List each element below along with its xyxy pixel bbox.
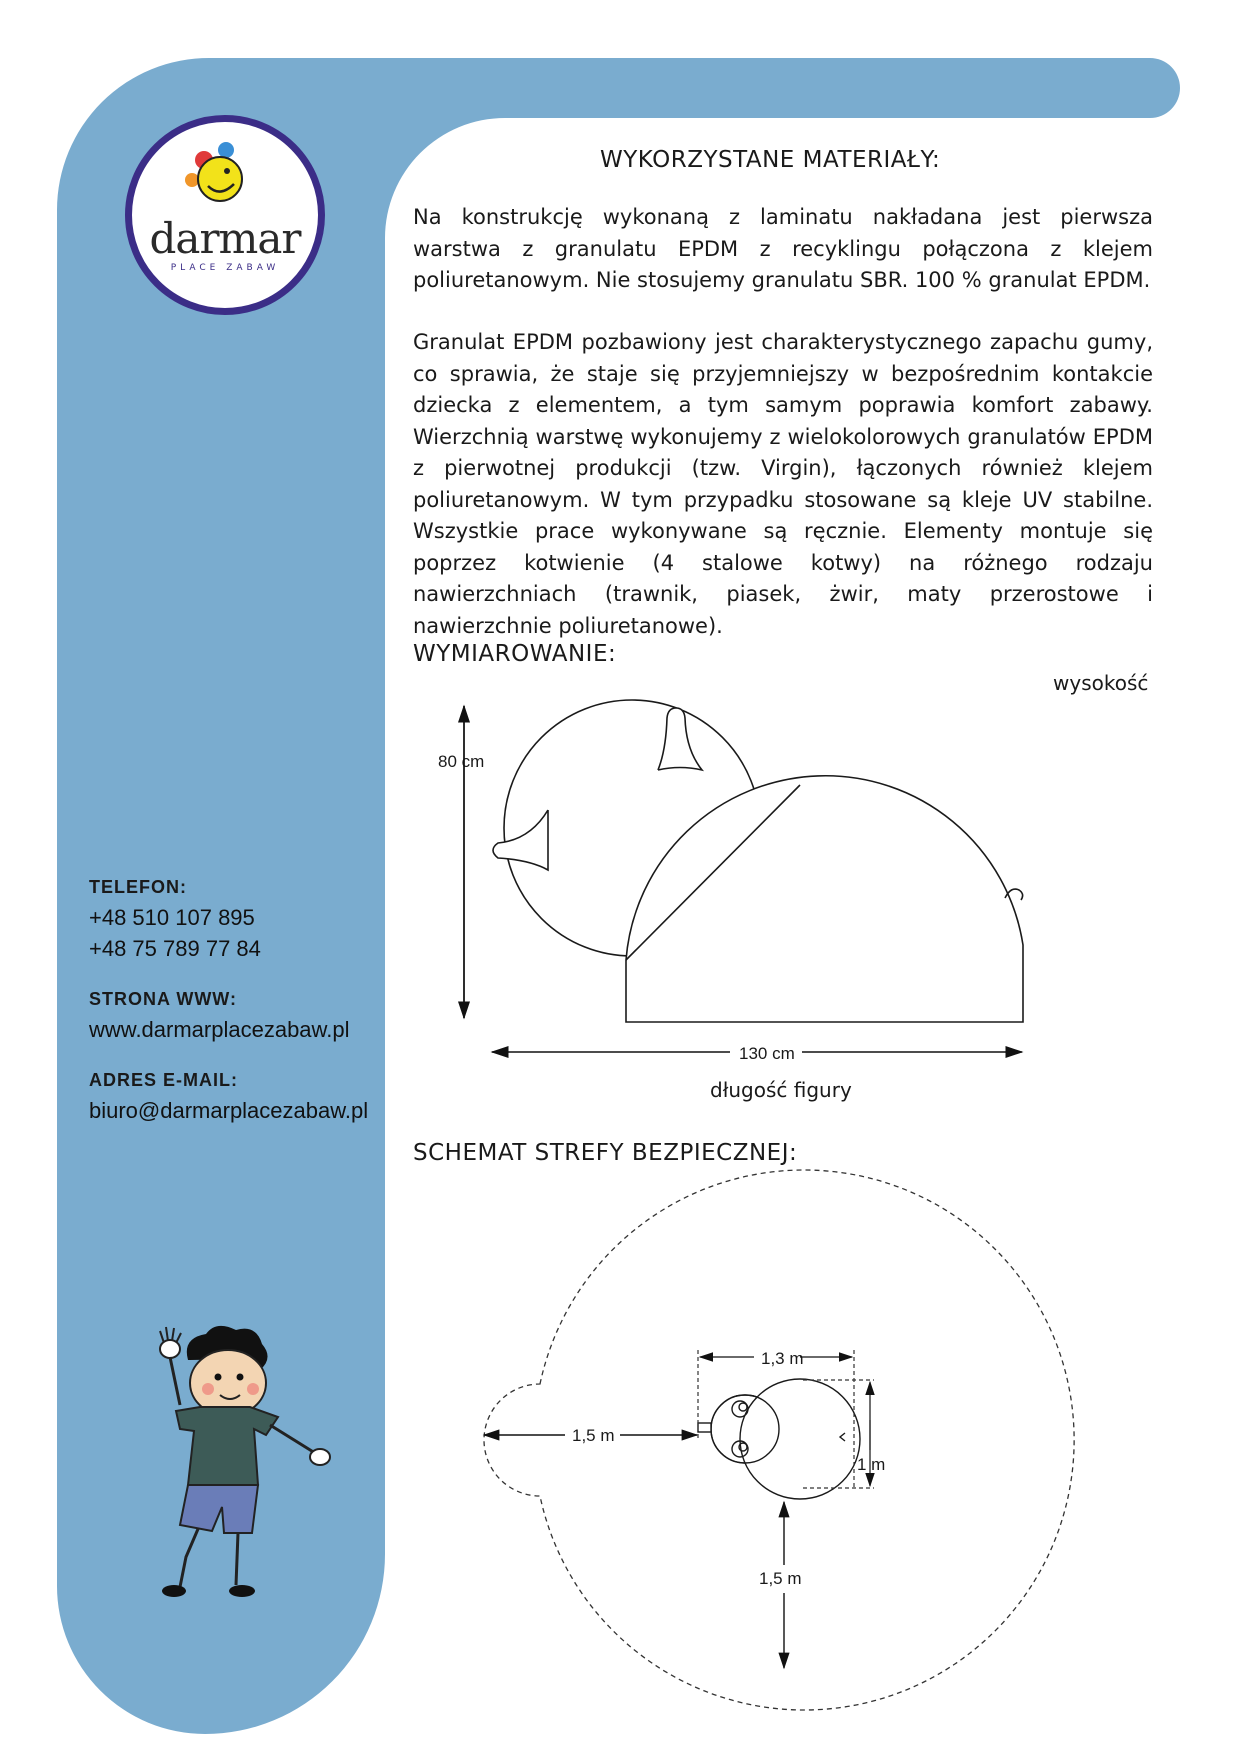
phone-number: +48 510 107 895 (89, 905, 255, 930)
dimensions-heading: WYMIAROWANIE: (413, 641, 617, 667)
length-label: długość figury (710, 1078, 852, 1102)
length-value: 130 cm (735, 1044, 799, 1064)
materials-paragraph: Na konstrukcję wykonaną z laminatu nakładana jest pierwsza warstwa z granulatu EPDM z recyklingu połączona z klejem poliuretanowym. Nie stosujemy granulatu SBR. 100 % granulat EPDM. (413, 205, 1153, 292)
materials-heading: WYKORZYSTANE MATERIAŁY: (600, 147, 941, 173)
height-label: wysokość (1053, 671, 1149, 695)
clearance-bottom-label: 1,5 m (756, 1569, 805, 1589)
brand-tagline: PLACE ZABAW (170, 263, 280, 273)
safety-zone-heading: SCHEMAT STREFY BEZPIECZNEJ: (413, 1140, 798, 1166)
phone-label: TELEFON: (89, 877, 187, 897)
www-label: STRONA WWW: (89, 989, 237, 1009)
phone-number: +48 75 789 77 84 (89, 936, 261, 961)
zone-depth-label: 1 m (857, 1455, 886, 1474)
email-link[interactable]: biuro@darmarplacezabaw.pl (89, 1098, 369, 1123)
clearance-left-label: 1,5 m (569, 1426, 618, 1446)
website-link[interactable]: www.darmarplacezabaw.pl (89, 1017, 350, 1042)
figure-side-view (493, 700, 1023, 1022)
email-label: ADRES E-MAIL: (89, 1070, 238, 1090)
materials-paragraph: Granulat EPDM pozbawiony jest charakterystycznego zapachu gumy, co sprawia, że staje się przyjemniejszy w bezpośrednim kontakcie dziecka z elementem, a tym samym poprawia komfort zabawy. Wierzchnią warstwę wykonujemy z wielokolorowych granulatów EPDM z pierwotnej produkcji (tzw. Virgin), łączonych również klejem poliuretanowym. W tym przypadku stosowane są kleje UV stabilne. Wszystkie prace wykonywane są ręcznie. Elementy montuje się poprzez kotwienie (4 stalowe kotwy) na różnego rodzaju nawierzchniach (trawnik, piasek, żwir, maty przerostowe i nawierzchnie poliuretanowe). (413, 330, 1153, 638)
height-value: 80 cm (438, 752, 485, 771)
brand-name: darmar (149, 214, 301, 263)
figure-top-view (698, 1379, 860, 1499)
zone-width-label: 1,3 m (758, 1349, 807, 1369)
